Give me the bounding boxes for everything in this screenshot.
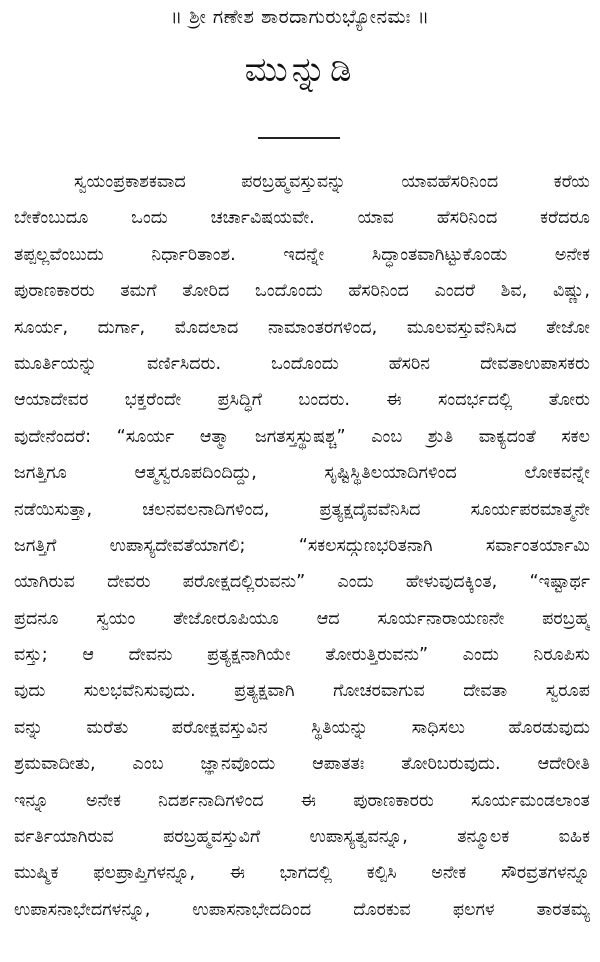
text-line: ಜಗತ್ತಿಗೂ ಆತ್ಮಸ್ವರೂಪದಿಂದಿದ್ದು, ಸೃಷ್ಟಿಸ್ಥಿತಿಲಯಾದಿಗಳಿಂದ ಲೋಕವನ್ನೇ <box>14 463 590 484</box>
body-paragraph <box>14 164 590 928</box>
title-divider <box>258 137 340 139</box>
invocation-heading: ॥ ಶ್ರೀ ಗಣೇಶ ಶಾರದಾಗುರುಭ್ಯೋನಮಃ ॥ <box>170 6 430 28</box>
text-line: ವನ್ನು ಮರೆತು ಪರೋಕ್ಷವಸ್ತುವಿನ ಸ್ಥಿತಿಯನ್ನು ಸಾಧಿಸಲು ಹೊರಡುವುದು <box>14 717 590 738</box>
text-line: ನಡೆಯಿಸುತ್ತಾ, ಚಲನವಲನಾದಿಗಳಿಂದ, ಪ್ರತ್ಯಕ್ಷದೈವವೆನಿಸಿದ ಸೂರ್ಯಪರಮಾತ್ಮನೇ <box>14 499 590 520</box>
text-line: ಸೂರ್ಯ, ದುರ್ಗಾ, ಮೊದಲಾದ ನಾಮಾಂತರಗಳಿಂದ, ಮೂಲವಸ್ತುವೆನಿಸಿದ ತೇಜೋ <box>14 317 590 338</box>
text-line: ಇನ್ನೂ ಅನೇಕ ನಿದರ್ಶನಾದಿಗಳಿಂದ ಈ ಪುರಾಣಕಾರರು ಸೂರ್ಯಮಂಡಲಾಂತ <box>14 790 590 811</box>
text-line: ಯಾಗಿರುವ ದೇವರು ಪರೋಕ್ಷದಲ್ಲಿರುವನು” ಎಂದು ಹೇಳುವುದಕ್ಕಿಂತ, “ಇಷ್ಟಾರ್ಥ <box>14 572 590 593</box>
text-line: ಜಗತ್ತಿಗೆ ಉಪಾಸ್ಯದೇವತೆಯಾಗಲಿ; “ಸಕಲಸದ್ಗುಣಭರಿತನಾಗಿ ಸರ್ವಾಂತರ್ಯಾಮಿ <box>14 535 590 556</box>
text-line: ಪುರಾಣಕಾರರು ತಮಗೆ ತೋರಿದ ಒಂದೊಂದು ಹೆಸರಿನಿಂದ ಎಂದರೆ ಶಿವ, ವಿಷ್ಣು, <box>14 281 590 302</box>
text-line: ವುದು ಸುಲಭವೆನಿಸುವುದು. ಪ್ರತ್ಯಕ್ಷವಾಗಿ ಗೋಚರವಾಗುವ ದೇವತಾ ಸ್ವರೂಪ <box>14 681 590 702</box>
text-line: ಆಯಾದೇವರ ಭಕ್ತರೆಂದೇ ಪ್ರಸಿದ್ಧಿಗೆ ಬಂದರು. ಈ ಸಂದರ್ಭದಲ್ಲಿ ತೋರು <box>14 390 590 411</box>
text-line: ರ್ವರ್ತಿಯಾಗಿರುವ ಪರಬ್ರಹ್ಮವಸ್ತುವಿಗೆ ಉಪಾಸ್ಯತ್ವವನ್ನೂ, ತನ್ಮೂಲಕ ಐಹಿಕ <box>14 827 590 848</box>
page-title: ಮುನ್ನುಡಿ <box>244 50 356 90</box>
text-line: ಶ್ರಮವಾದೀತು, ಎಂಬ ಜ್ಞಾನವೊಂದು ಆಪಾತತಃ ತೋರಿಬರುವುದು. ಆದೇರೀತಿ <box>14 754 590 775</box>
text-line: ಮುಷ್ಮಿಕ ಫಲಪ್ರಾಪ್ತಿಗಳನ್ನೂ, ಈ ಭಾಗದಲ್ಲಿ ಕಲ್ಪಿಸಿ ಅನೇಕ ಸೌರವ್ರತಗಳನ್ನೂ <box>14 863 590 884</box>
text-line: ವಸ್ತು; ಆ ದೇವನು ಪ್ರತ್ಯಕ್ಷನಾಗಿಯೇ ತೋರುತ್ತಿರುವನು” ಎಂದು ನಿರೂಪಿಸು <box>14 645 590 666</box>
text-line: ಬೇಕೆಂಬುದೂ ಒಂದು ಚರ್ಚಾವಿಷಯವೇ. ಯಾವ ಹೆಸರಿನಿಂದ ಕರೆದರೂ <box>14 208 590 229</box>
text-line: ತಪ್ಪಲ್ಲವೆಂಬುದು ನಿರ್ಧಾರಿತಾಂಶ. ಇದನ್ನೇ ಸಿದ್ಧಾಂತವಾಗಿಟ್ಟುಕೊಂಡು ಅನೇಕ <box>14 244 590 265</box>
text-line: ಪ್ರದನೂ ಸ್ವಯಂ ತೇಜೋರೂಪಿಯೂ ಆದ ಸೂರ್ಯನಾರಾಯಣನೇ ಪರಬ್ರಹ್ಮ <box>14 608 590 629</box>
text-line: ವುದೇನೆಂದರೆ: “ಸೂರ್ಯ ಆತ್ಮಾ ಜಗತಸ್ತಸ್ಥುಷಶ್ಚ” ಎಂಬ ಶ್ರುತಿ ವಾಕ್ಯದಂತೆ ಸಕಲ <box>14 426 590 447</box>
text-line: ಮೂರ್ತಿಯನ್ನು ವರ್ಣಿಸಿದರು. ಒಂದೊಂದು ಹೆಸರಿನ ದೇವತಾಉಪಾಸಕರು <box>14 353 590 374</box>
text-line: ಸ್ವಯಂಪ್ರಕಾಶಕವಾದ ಪರಬ್ರಹ್ಮವಸ್ತುವನ್ನು ಯಾವಹೆಸರಿನಿಂದ ಕರೆಯ <box>74 172 590 192</box>
text-line: ಉಪಾಸನಾಭೇದಗಳನ್ನೂ, ಉಪಾಸನಾಭೇದದಿಂದ ದೊರಕುವ ಫಲಗಳ ತಾರತಮ್ಯ <box>14 899 590 920</box>
